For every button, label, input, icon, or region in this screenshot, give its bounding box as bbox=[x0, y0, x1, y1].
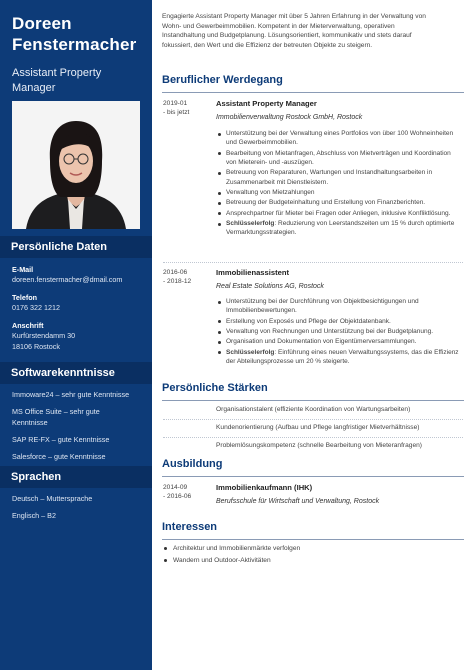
job-bullets bbox=[216, 129, 462, 239]
profile-photo bbox=[12, 101, 140, 229]
experience-heading: Beruflicher Werdegang bbox=[162, 74, 283, 86]
software-item-continued: Kenntnisse bbox=[12, 418, 48, 427]
section-divider bbox=[162, 92, 464, 93]
education-heading: Ausbildung bbox=[162, 458, 223, 470]
job-success-bullet: Schlüsselerfolg: Reduzierung von Leerstandszeiten um 15 % durch optimierte Vermarktungsstrategien. bbox=[216, 219, 462, 238]
address-line-2: 18106 Rostock bbox=[12, 342, 60, 351]
job-bullet: Betreuung von Reparaturen, Wartungen und Instandhaltungsarbeiten in Zusammenarbeit mit Dienstleistern. bbox=[216, 168, 462, 187]
software-item: Salesforce – gute Kenntnisse bbox=[12, 452, 106, 461]
strength-item: Problemlösungskompetenz (schnelle Bearbeitung von Mieteranfragen) bbox=[216, 442, 422, 449]
job-bullet: Erstellung von Exposés und Pflege der Objektdatenbank. bbox=[216, 317, 462, 326]
strengths-heading: Persönliche Stärken bbox=[162, 382, 268, 394]
personal-data-heading: Persönliche Daten bbox=[0, 236, 152, 258]
languages-heading: Sprachen bbox=[0, 466, 152, 488]
interest-item: Architektur und Immobilienmärkte verfolgen bbox=[164, 545, 300, 552]
software-item: Immoware24 – sehr gute Kenntnisse bbox=[12, 390, 130, 399]
profile-summary: Engagierte Assistant Property Manager mit über 5 Jahren Erfahrung in der Verwaltung von Wohn- und Gewerbeimmobilien. Kompetent in der Mieterverwaltung, operativen Instandhaltung und Budgetplanung. Lösungsorientiert, kommunikativ und stets darauf fokussiert, den Wert und die Effizienz der betreuten Objekte zu steigern. bbox=[162, 13, 426, 49]
strength-item: Kundenorientierung (Aufbau und Pflege langfristiger Mietverhältnisse) bbox=[216, 424, 420, 431]
interest-item: Wandern und Outdoor-Aktivitäten bbox=[164, 557, 271, 564]
portrait-image bbox=[12, 101, 140, 229]
education-title: Immobilienkaufmann (IHK) bbox=[216, 483, 313, 492]
section-divider bbox=[162, 539, 464, 540]
candidate-name: Doreen Fenstermacher bbox=[12, 14, 137, 54]
language-item: Englisch – B2 bbox=[12, 511, 56, 520]
job-date: 2016-06 - 2018-12 bbox=[163, 269, 192, 285]
job-bullet: Bearbeitung von Mietanfragen, Abschluss von Mietverträgen und Koordination von Mieterein- und -auszügen. bbox=[216, 149, 462, 168]
job-bullet: Ansprechpartner für Mieter bei Fragen oder Anliegen, inklusive Konfliktlösung. bbox=[216, 209, 462, 218]
strength-separator bbox=[163, 437, 463, 438]
address-label: Anschrift bbox=[12, 321, 44, 330]
job-title: Assistant Property Manager bbox=[216, 99, 317, 108]
job-bullet: Unterstützung bei der Durchführung von Objektbesichtigungen und Immobilienbewertungen. bbox=[216, 297, 462, 316]
education-date: 2014-09 - 2016-06 bbox=[163, 484, 192, 500]
education-school: Berufsschule für Wirtschaft und Verwaltung, Rostock bbox=[216, 498, 380, 505]
sidebar bbox=[0, 0, 152, 670]
job-date: 2019-01 - bis jetzt bbox=[163, 100, 190, 116]
strength-separator bbox=[163, 419, 463, 420]
job-success-bullet: Schlüsselerfolg: Einführung eines neuen Verwaltungssystems, das die Effizienz der Abteilungsprozesse um 20 % steigerte. bbox=[216, 348, 462, 367]
email-label: E-Mail bbox=[12, 265, 34, 274]
job-bullet: Betreuung der Budgeteinhaltung und Erstellung von Finanzberichten. bbox=[216, 198, 462, 207]
job-bullet: Verwaltung von Mietzahlungen bbox=[216, 188, 462, 197]
job-separator bbox=[163, 262, 463, 263]
software-heading: Softwarekenntnisse bbox=[0, 362, 152, 384]
strength-item: Organisationstalent (effiziente Koordination von Wartungsarbeiten) bbox=[216, 406, 411, 413]
section-divider bbox=[162, 400, 464, 401]
job-bullets bbox=[216, 297, 462, 367]
interests-heading: Interessen bbox=[162, 521, 218, 533]
software-item: SAP RE-FX – gute Kenntnisse bbox=[12, 435, 110, 444]
address-line-1: Kurfürstendamm 30 bbox=[12, 331, 76, 340]
job-bullet: Unterstützung bei der Verwaltung eines Portfolios von über 100 Wohneinheiten und Gewerbeimmobilien. bbox=[216, 129, 462, 148]
phone-label: Telefon bbox=[12, 293, 38, 302]
job-title: Immobilienassistent bbox=[216, 268, 290, 277]
candidate-job-title: Assistant Property Manager bbox=[12, 67, 102, 94]
software-item: MS Office Suite – sehr gute bbox=[12, 407, 100, 416]
job-bullet: Organisation und Dokumentation von Eigentümerversammlungen. bbox=[216, 337, 462, 346]
phone-value: 0176 322 1212 bbox=[12, 303, 60, 312]
language-item: Deutsch – Muttersprache bbox=[12, 494, 93, 503]
job-bullet: Verwaltung von Rechnungen und Unterstützung bei der Budgetplanung. bbox=[216, 327, 462, 336]
email-value: doreen.fenstermacher@dmail.com bbox=[12, 275, 123, 284]
main-content bbox=[152, 0, 474, 670]
job-company: Real Estate Solutions AG, Rostock bbox=[216, 283, 324, 290]
section-divider bbox=[162, 476, 464, 477]
job-company: Immobilienverwaltung Rostock GmbH, Rostock bbox=[216, 114, 363, 121]
